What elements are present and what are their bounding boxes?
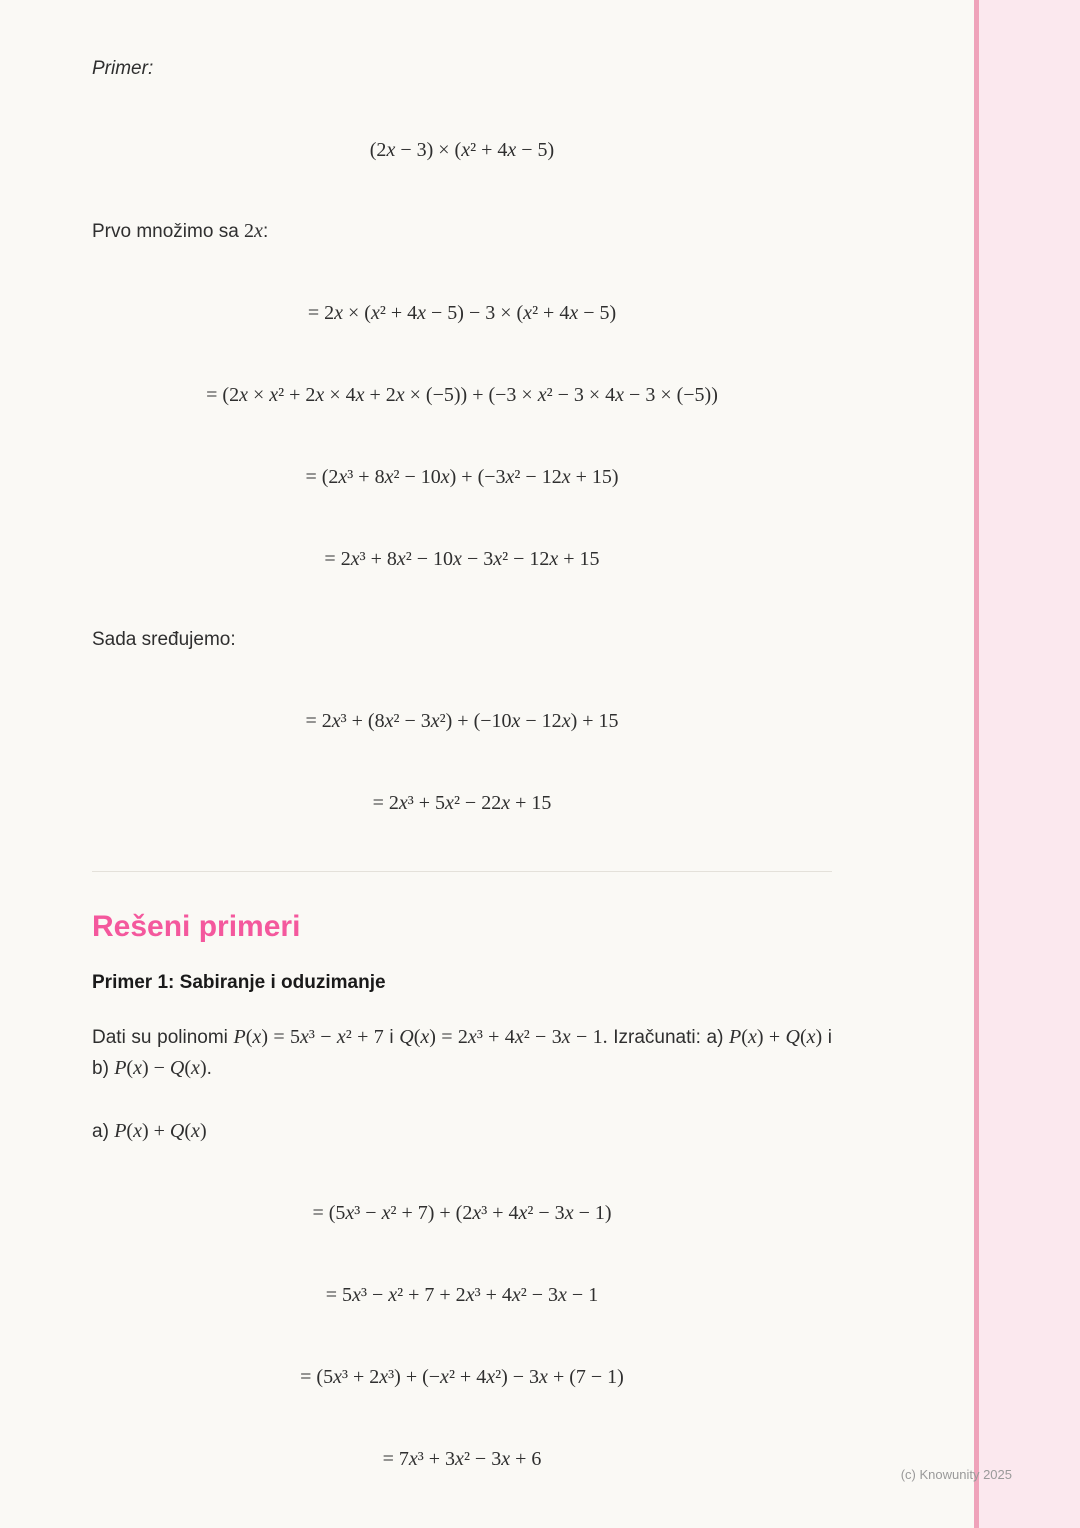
math-group: = 2x³ + (8x² − 3x²) + (−10x − 12x) + 15	[305, 710, 619, 732]
part-a-label	[92, 1118, 832, 1145]
inline-math: P(x) + Q(x)	[729, 1026, 823, 1048]
text-run: Izračunati: a)	[607, 1027, 730, 1048]
inline-math: Q(x) = 2x³ + 4x² − 3x − 1.	[399, 1026, 608, 1048]
text-run: i	[383, 1027, 400, 1048]
example1-heading: Primer 1: Sabiranje i oduzimanje	[92, 972, 386, 993]
text-run: Dati su polinomi	[92, 1027, 234, 1048]
text-run: a)	[92, 1121, 115, 1142]
math-expand-1: = 2x × (x² + 4x − 5) − 3 × (x² + 4x − 5)	[307, 302, 617, 324]
text-run: Prvo množimo sa	[92, 221, 245, 242]
text-run: .	[206, 1058, 212, 1079]
math-result: = 2x³ + 5x² − 22x + 15	[372, 792, 552, 814]
inline-math: P(x) = 5x³ − x² + 7	[233, 1026, 384, 1048]
math-sum-2: = 5x³ − x² + 7 + 2x³ + 4x² − 3x − 1	[325, 1284, 599, 1306]
inline-math: P(x) + Q(x)	[114, 1120, 207, 1142]
math-sum-4: = 7x³ + 3x² − 3x + 6	[382, 1448, 542, 1470]
math-product: (2x − 3) × (x² + 4x − 5)	[369, 139, 555, 161]
problem-statement	[92, 1022, 832, 1084]
example-label: Primer:	[92, 58, 154, 79]
section-heading: Rešeni primeri	[92, 910, 301, 943]
math-expand-3: = (2x³ + 8x² − 10x) + (−3x² − 12x + 15)	[305, 466, 619, 488]
multiply-step-text	[92, 218, 832, 245]
simplify-step-text: Sada sređujemo:	[92, 629, 236, 650]
inline-math: 2x	[244, 220, 263, 242]
math-sum-1: = (5x³ − x² + 7) + (2x³ + 4x² − 3x − 1)	[312, 1202, 612, 1224]
copyright-watermark: (c) Knowunity 2025	[900, 1467, 1012, 1482]
math-expand-4: = 2x³ + 8x² − 10x − 3x² − 12x + 15	[324, 548, 600, 570]
inline-math: P(x) − Q(x)	[114, 1057, 207, 1079]
math-sum-3: = (5x³ + 2x³) + (−x² + 4x²) − 3x + (7 − 1)	[300, 1366, 624, 1388]
text-run: i b)	[92, 1027, 833, 1079]
document-content	[92, 0, 832, 1473]
section-divider	[92, 871, 832, 872]
text-run: :	[262, 221, 269, 242]
math-expand-2: = (2x × x² + 2x × 4x + 2x × (−5)) + (−3 × x² − 3 × 4x − 3 × (−5))	[206, 384, 718, 406]
next-page-edge-panel	[979, 0, 1080, 1528]
